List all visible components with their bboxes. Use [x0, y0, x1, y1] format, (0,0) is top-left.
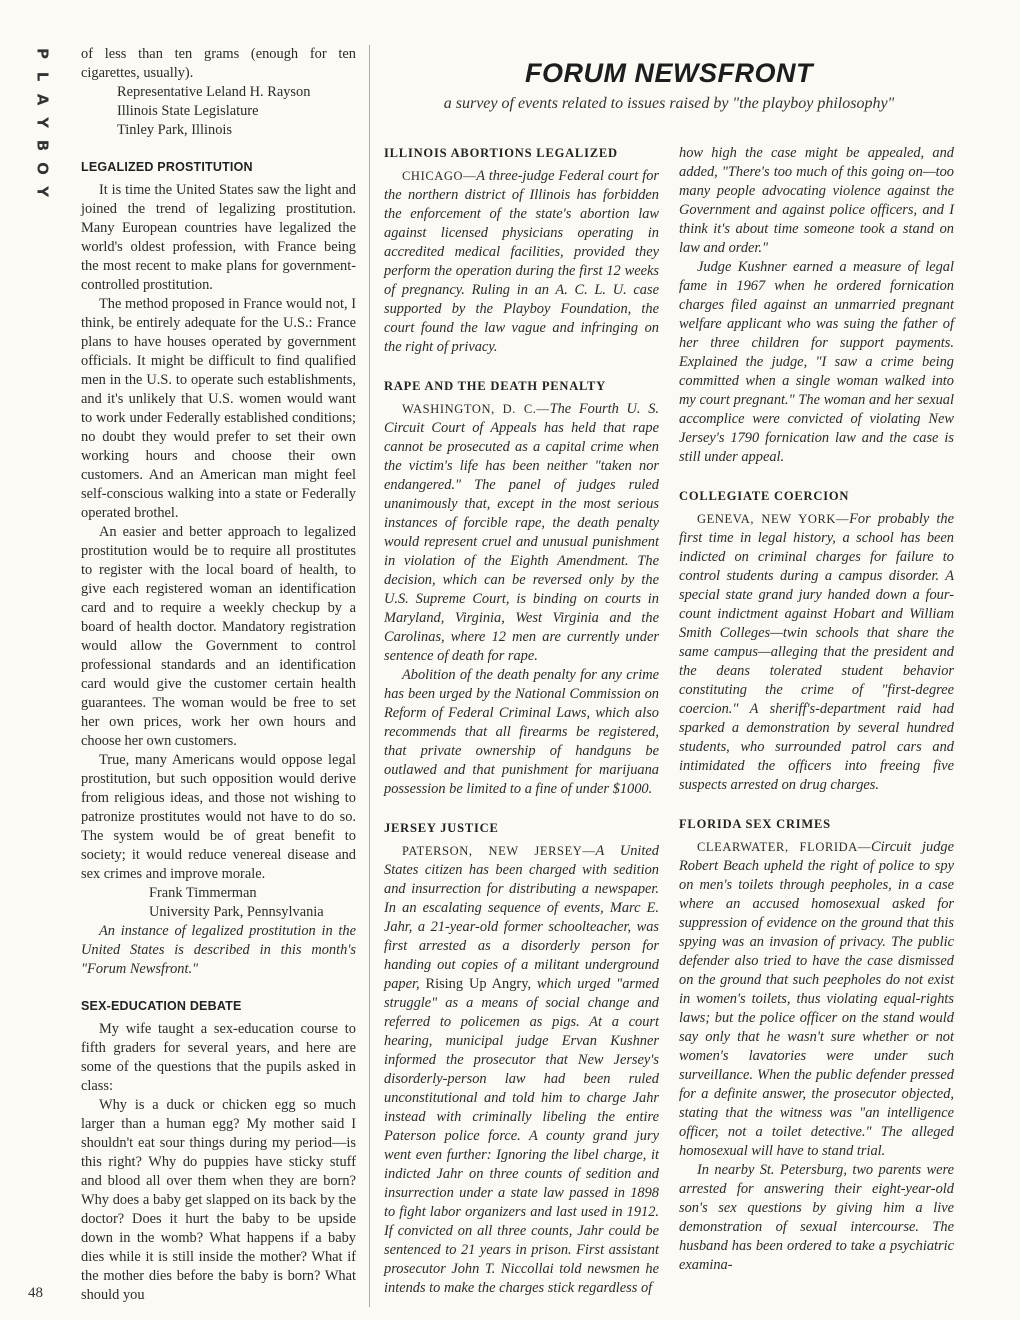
forum-title: FORUM NEWSFRONT — [525, 58, 813, 88]
story-rape — [384, 400, 659, 799]
letters-column — [81, 45, 356, 1305]
story-text: The Fourth U. S. Circuit Court of Appeals has held that rape cannot be prosecuted as a capital crime when the victim's life has been neither "taken nor endangered." The panel of judges ruled unanimously that, except in the most serious instances of forcible rape, the death penalty would represent cruel and unusual punishment in violation of the Eighth Amendment. The decision, which can be reversed only by the U.S. Supreme Court, is binding on courts in Maryland, Virginia, West Virginia and the Carolinas, where 12 men are currently under sentence of death for rape. — [384, 401, 659, 664]
story-collegiate — [679, 510, 954, 795]
editor-note: An instance of legalized prostitution in the United States is described in this month's "Forum Newsfront." — [81, 923, 356, 977]
magazine-letter: Y — [33, 186, 52, 197]
forum-header — [384, 58, 954, 113]
signature-line: Representative Leland H. Rayson — [117, 84, 311, 100]
magazine-letter: O — [33, 162, 52, 175]
letter-paragraph: An easier and better approach to legalized prostitution would be to require all prostitutes to register with the local board of health, to give each registered woman an identification card and to require a weekly checkup by a board of health doctor. Mandatory registration would allow the Government to control professional standards and an identification card would give the customer certain health guarantees. The woman would be free to set her own prices, work her own hours and choose her own customers. — [81, 524, 356, 749]
magazine-letter: Y — [33, 117, 52, 128]
magazine-letter: A — [33, 93, 52, 106]
magazine-name-vertical — [30, 42, 54, 203]
story-text: Circuit judge Robert Beach upheld the right of police to spy on men's toilets through peepholes, in a case where an accused homosexual asked for suppression of evidence on the ground that this spying was an invasion of privacy. The public defender also tried to have the case dismissed on the ground that such peepholes do not exist in women's toilets, thus violating equal-rights laws; but the police officer on the stand would say only that he wasn't sure whether or not women's lavatories were under such surveillance. When the public defender pressed for a definite answer, the prosecutor objected, stating that the witness was "an intelligence officer, not a toilet detective." The alleged homosexual will have to stand trial. — [679, 839, 954, 1159]
news-column-middle — [384, 144, 659, 1298]
letter-paragraph: It is time the United States saw the light and joined the trend of legalizing prostitution. Many European countries have legalized the world's oldest profession, with France being the most recent to make plans for government-controlled prostitution. — [81, 182, 356, 293]
magazine-letter: L — [33, 71, 52, 82]
signature-line: Tinley Park, Illinois — [117, 122, 233, 138]
story-jersey — [384, 842, 659, 1298]
story-heading-jersey: JERSEY JUSTICE — [384, 821, 499, 835]
story-text: For probably the first time in legal history, a school has been indicted on criminal charges for failure to control students during a campus disorder. A special state grand jury handed down a four-count indictment against Hobart and William Smith Colleges—twin schools that share the same campus—alleging that the president and the deans tolerated student behavior constituting the crime of "first-degree coercion." A sheriff's-department raid had sparked a demonstration by several hundred students, who surrounded patrol cars and intimidated the officers into freeing five suspects arrested on drug charges. — [679, 511, 954, 793]
letter-continuation: of less than ten grams (enough for ten cigarettes, usually). — [81, 46, 356, 81]
dateline: PATERSON, NEW JERSEY— — [402, 844, 596, 858]
story-text: A United States citizen has been charged with sedition and insurrection for distributing a newspaper. In an escalating sequence of events, Marc E. Jahr, a 21-year-old former schoolteacher, was first arrested as a disorderly person for handing out copies of a militant underground paper, — [384, 843, 659, 992]
dateline: CHICAGO— — [402, 169, 477, 183]
paper-name: Rising Up Angry, — [425, 976, 532, 992]
page-number: 48 — [28, 1285, 43, 1301]
magazine-name-letters — [30, 42, 54, 203]
signature-line: University Park, Pennsylvania — [149, 904, 324, 920]
story-text: which urged "armed struggle" as a means of social change and referred to policemen as pigs. At a court hearing, municipal judge Ervan Kushner informed the prosecutor that New Jersey's disorderly-person law had been ruled unconstitutional and told him to charge Jahr instead with criminally libeling the entire Paterson police force. A county grand jury went even further: Ignoring the libel charge, it indicted Jahr on three counts of sedition and insurrection under a state law passed in 1898 to fight labor organizers and last used in 1912. If convicted on all three counts, Jahr could be sentenced to 21 years in prison. First assistant prosecutor John T. Niccollai told newsmen he intends to make the charges stick regardless of — [384, 976, 659, 1296]
story-heading-illinois: ILLINOIS ABORTIONS LEGALIZED — [384, 146, 618, 160]
story-illinois — [384, 167, 659, 357]
story-text: Judge Kushner earned a measure of legal fame in 1967 when he ordered fornication charges filed against an unmarried pregnant welfare applicant who was suing the father of her three children for support payments. Explained the judge, "I saw a crime being committed when a single woman walked into my court pregnant." The woman and her sexual accomplice were convicted of violating New Jersey's 1790 fornication law and the case is still under appeal. — [679, 259, 954, 465]
story-heading-rape: RAPE AND THE DEATH PENALTY — [384, 379, 606, 393]
story-text: Abolition of the death penalty for any crime has been urged by the National Commission on Reform of Federal Criminal Laws, which also recommends that all firearms be registered, that private ownership of handguns be outlawed and that punishment for marijuana possession be limited to a fine of under $1000. — [384, 667, 659, 797]
dateline: GENEVA, NEW YORK— — [697, 512, 850, 526]
signature-timmerman — [81, 884, 356, 922]
story-jersey-continued — [679, 144, 954, 467]
story-text: A three-judge Federal court for the northern district of Illinois has forbidden the enforcement of the state's abortion law against licensed physicians operating in accredited medical facilities, provided they perform the operation during the first 12 weeks of pregnancy. Ruling in an A. C. L. U. case supported by the Playboy Foundation, the court found the law vague and infringing on the right of privacy. — [384, 168, 659, 355]
story-text: In nearby St. Petersburg, two parents were arrested for answering their eight-year-old son's sex questions by giving him a live demonstration of sexual intercourse. The husband has been ordered to take a psychiatric examina- — [679, 1162, 954, 1273]
column-divider — [369, 45, 370, 1307]
forum-subtitle: a survey of events related to issues raised by "the playboy philosophy" — [443, 95, 895, 112]
letter-paragraph: True, many Americans would oppose legal prostitution, but such opposition would derive from religious ideas, and those not wishing to patronize prostitutes would not have to do so. The system would be of great benefit to society; it would reduce venereal disease and sex crimes and improve morale. — [81, 752, 356, 882]
signature-line: Illinois State Legislature — [117, 103, 259, 119]
letter-paragraph: My wife taught a sex-education course to fifth graders for several years, and here are some of the questions that the pupils asked in class: — [81, 1021, 356, 1094]
section-heading-prostitution: LEGALIZED PROSTITUTION — [81, 160, 253, 174]
dateline: CLEARWATER, FLORIDA— — [697, 840, 872, 854]
signature-rayson — [81, 83, 356, 140]
signature-line: Frank Timmerman — [149, 885, 257, 901]
dateline: WASHINGTON, D. C.— — [402, 402, 550, 416]
section-heading-sex-education: SEX-EDUCATION DEBATE — [81, 999, 242, 1013]
magazine-letter: B — [33, 139, 52, 152]
magazine-letter: P — [33, 48, 52, 59]
story-heading-collegiate: COLLEGIATE COERCION — [679, 489, 850, 503]
letter-paragraph: The method proposed in France would not, I think, be entirely adequate for the U.S.: France plans to have houses operated by government officials. It might be difficult to find qualified men in the U.S. to operate such establishments, and it's unlikely that U.S. women would want to work under Federally established conditions; no doubt they would prefer to set their own working hours and choose their own customers. And an American man might feel self-conscious walking into a state or Federally operated brothel. — [81, 296, 356, 521]
news-column-right — [679, 144, 954, 1275]
letter-paragraph: Why is a duck or chicken egg so much larger than a human egg? My mother said I shouldn't eat sour things during my period—is this right? Why do puppies have sticky stuff and blood all over them when they are born? Why does a baby get slapped on its back by the doctor? Does it hurt the baby to be upside down in the womb? What happens if a baby dies while it is still inside the mother? What if the mother dies before the baby is born? What should you — [81, 1097, 356, 1303]
story-heading-florida: FLORIDA SEX CRIMES — [679, 817, 831, 831]
story-text: how high the case might be appealed, and added, "There's too much of this going on—too many people advocating violence against the Government and against police officers, and I think it's about time someone took a stand on law and order." — [679, 145, 954, 256]
story-florida — [679, 838, 954, 1275]
